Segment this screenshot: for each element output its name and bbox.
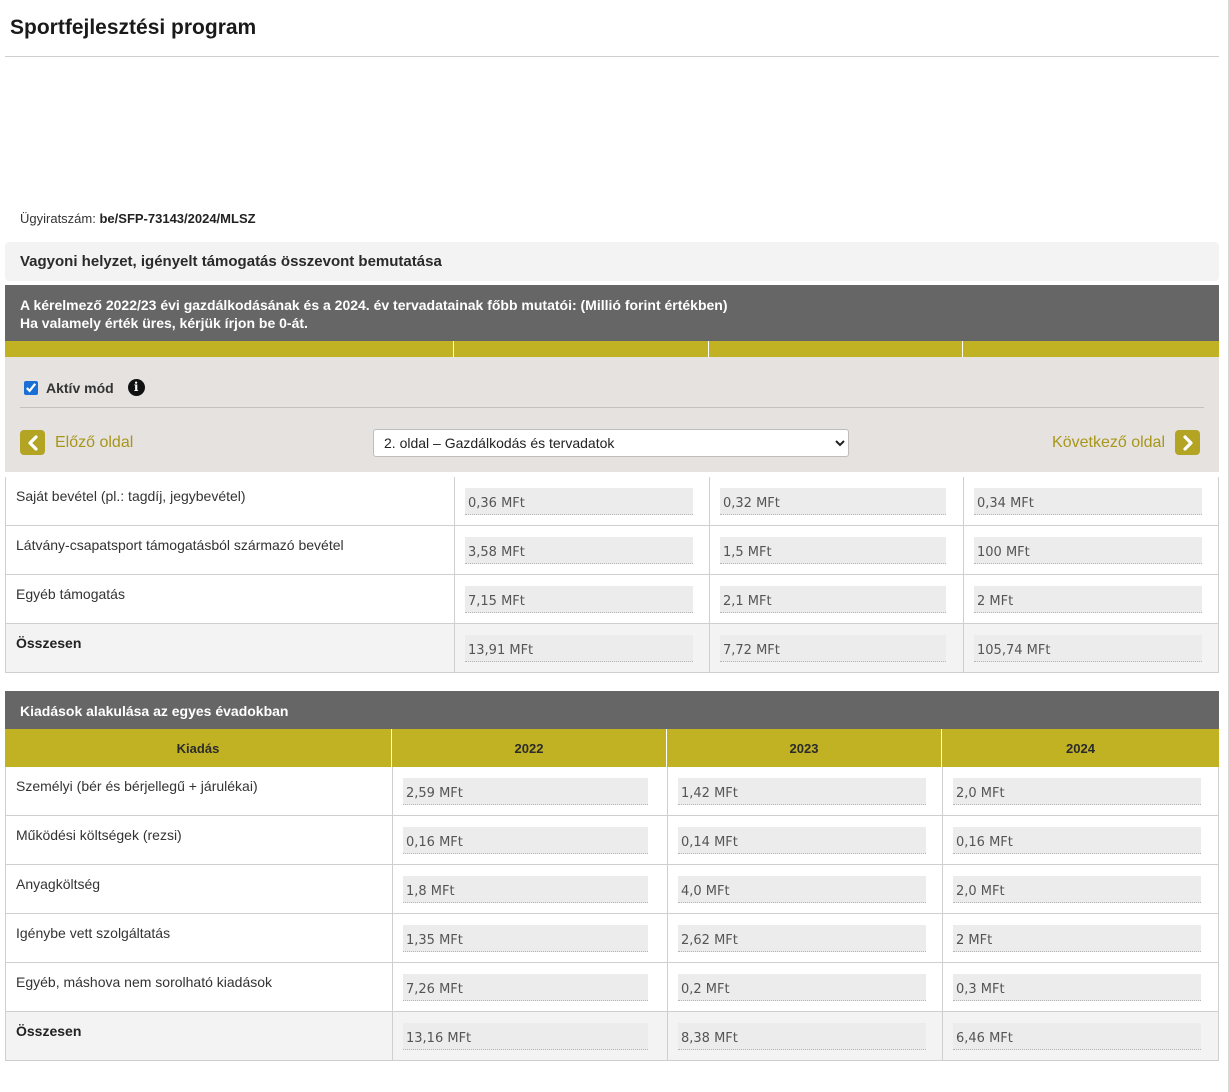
title-divider <box>5 56 1219 57</box>
income-header-line-1: A kérelmező 2022/23 évi gazdálkodásának és a 2024. év tervadatainak főbb mutatói: (Millió forint értékben) <box>20 297 728 313</box>
income-value-cell <box>455 575 710 623</box>
case-number-label: Ügyiratszám: <box>20 211 96 226</box>
income-value-field[interactable] <box>720 586 946 613</box>
income-value-field[interactable] <box>974 488 1202 515</box>
income-table-row <box>5 575 1219 624</box>
expense-row-label: Egyéb, máshova nem sorolható kiadások <box>6 963 393 1011</box>
previous-page-label: Előző oldal <box>55 433 134 451</box>
income-row-label: Egyéb támogatás <box>6 575 455 623</box>
income-header-line-2: Ha valamely érték üres, kérjük írjon be 0-át. <box>20 315 308 331</box>
expense-column-header-2024: 2024 <box>1066 740 1095 756</box>
expense-value-cell <box>943 816 1220 864</box>
expense-value-cell <box>943 1012 1220 1060</box>
expense-value-cell <box>668 914 943 962</box>
navigation-overlay <box>5 357 1219 472</box>
expense-value-field[interactable] <box>678 974 926 1001</box>
income-value-cell <box>710 624 964 672</box>
expense-value-field[interactable] <box>953 827 1201 854</box>
expense-value-cell <box>943 963 1220 1011</box>
next-page-label: Következő oldal <box>1052 433 1165 451</box>
expense-table-row <box>5 816 1219 865</box>
expense-value-field[interactable] <box>953 876 1201 903</box>
aktiv-mode-toggle[interactable] <box>24 379 145 396</box>
expense-value-cell <box>393 1012 668 1060</box>
income-column-header <box>709 341 963 357</box>
expense-table-row <box>5 865 1219 914</box>
aktiv-mode-checkbox[interactable] <box>24 381 38 395</box>
income-value-field[interactable] <box>465 488 693 515</box>
expense-value-field[interactable] <box>678 925 926 952</box>
income-value-cell <box>964 575 1220 623</box>
expense-value-field[interactable] <box>953 925 1201 952</box>
expense-table-row <box>5 914 1219 963</box>
expense-value-field[interactable] <box>678 876 926 903</box>
income-value-cell <box>455 477 710 525</box>
income-value-cell <box>964 526 1220 574</box>
income-value-field[interactable] <box>465 635 693 662</box>
expense-value-field[interactable] <box>678 778 926 805</box>
expense-value-field[interactable] <box>953 1023 1201 1050</box>
expense-value-field[interactable] <box>403 974 648 1001</box>
expense-table-row <box>5 963 1219 1012</box>
expense-value-field[interactable] <box>678 827 926 854</box>
income-value-field[interactable] <box>465 586 693 613</box>
case-number-value: be/SFP-73143/2024/MLSZ <box>99 211 256 226</box>
expense-panel-header <box>5 691 1219 729</box>
income-table-row <box>5 477 1219 526</box>
expense-value-cell <box>668 816 943 864</box>
expense-column-header-kiadas: Kiadás <box>5 729 392 767</box>
expense-header-title: Kiadások alakulása az egyes évadokban <box>20 703 289 719</box>
income-value-field[interactable] <box>720 635 946 662</box>
expense-value-cell <box>943 865 1220 913</box>
income-value-field[interactable] <box>974 635 1202 662</box>
income-column-header <box>5 341 454 357</box>
income-value-cell <box>455 624 710 672</box>
income-value-cell <box>964 477 1220 525</box>
expense-value-cell <box>393 816 668 864</box>
expense-column-header-2023: 2023 <box>667 729 942 767</box>
income-row-label: Látvány-csapatsport támogatásból származó bevétel <box>6 526 455 574</box>
page-title: Sportfejlesztési program <box>10 16 257 39</box>
income-value-cell <box>710 477 964 525</box>
income-column-header-row <box>5 341 1219 357</box>
expense-value-cell <box>668 1012 943 1060</box>
income-value-field[interactable] <box>720 488 946 515</box>
chevron-left-icon <box>20 430 45 455</box>
expense-row-label: Igénybe vett szolgáltatás <box>6 914 393 962</box>
expense-value-cell <box>943 767 1220 815</box>
expense-value-cell <box>668 963 943 1011</box>
expense-column-header-row <box>5 729 1219 767</box>
expense-value-cell <box>393 963 668 1011</box>
income-value-field[interactable] <box>465 537 693 564</box>
expense-value-cell <box>943 914 1220 962</box>
page-select[interactable] <box>373 429 849 457</box>
income-row-label: Összesen <box>6 624 455 672</box>
info-icon[interactable]: i <box>128 379 145 396</box>
chevron-right-icon <box>1175 430 1200 455</box>
expense-row-label: Anyagköltség <box>6 865 393 913</box>
section-title: Vagyoni helyzet, igényelt támogatás összevont bemutatása <box>20 253 442 270</box>
income-value-cell <box>455 526 710 574</box>
expense-value-field[interactable] <box>953 974 1201 1001</box>
income-value-cell <box>710 526 964 574</box>
expense-value-cell <box>668 865 943 913</box>
income-table-row <box>5 624 1219 673</box>
expense-table-row <box>5 767 1219 816</box>
expense-table-row <box>5 1012 1219 1061</box>
previous-page-button[interactable] <box>20 430 133 455</box>
expense-value-field[interactable] <box>403 876 648 903</box>
expense-value-cell <box>668 767 943 815</box>
income-value-field[interactable] <box>974 537 1202 564</box>
navigation-divider <box>20 407 1204 408</box>
income-value-field[interactable] <box>974 586 1202 613</box>
case-number <box>20 211 256 226</box>
expense-column-header-2022: 2022 <box>392 729 667 767</box>
expense-value-field[interactable] <box>403 1023 648 1050</box>
expense-value-field[interactable] <box>678 1023 926 1050</box>
expense-value-cell <box>393 914 668 962</box>
income-panel-header <box>5 285 1219 341</box>
income-row-label: Saját bevétel (pl.: tagdíj, jegybevétel) <box>6 477 455 525</box>
expense-row-label: Személyi (bér és bérjellegű + járulékai) <box>6 767 393 815</box>
income-column-header <box>454 341 709 357</box>
income-value-field[interactable] <box>720 537 946 564</box>
aktiv-mode-label: Aktív mód <box>46 379 114 396</box>
next-page-button[interactable] <box>1052 430 1200 455</box>
expense-row-label: Összesen <box>6 1012 393 1060</box>
section-title-bar <box>5 242 1219 281</box>
expense-value-field[interactable] <box>953 778 1201 805</box>
income-value-cell <box>964 624 1220 672</box>
expense-row-label: Működési költségek (rezsi) <box>6 816 393 864</box>
expense-value-field[interactable] <box>403 778 648 805</box>
income-table-row <box>5 526 1219 575</box>
income-value-cell <box>710 575 964 623</box>
expense-value-field[interactable] <box>403 827 648 854</box>
income-column-header <box>963 341 1219 357</box>
expense-value-cell <box>393 865 668 913</box>
expense-value-field[interactable] <box>403 925 648 952</box>
expense-value-cell <box>393 767 668 815</box>
